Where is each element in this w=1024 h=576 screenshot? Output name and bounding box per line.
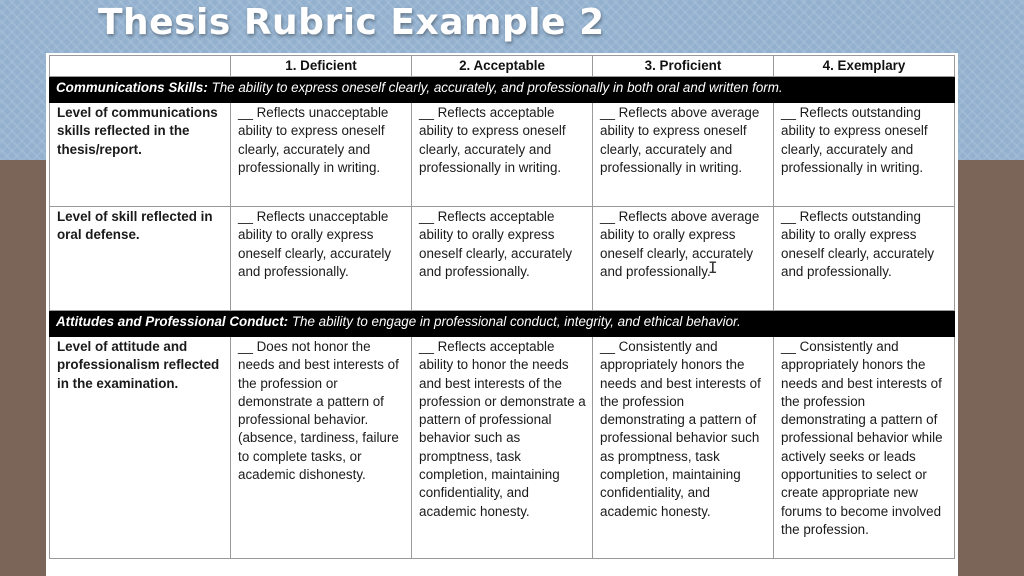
level-cell-acceptable[interactable]: __ Reflects acceptable ability to express oneself clearly, accurately and professionally in writing. <box>412 103 593 207</box>
section-heading: Attitudes and Professional Conduct: <box>56 314 289 329</box>
section-description: The ability to express oneself clearly, accurately, and professionally in both oral and written form. <box>211 80 783 95</box>
level-cell-deficient[interactable]: __ Reflects unacceptable ability to express oneself clearly, accurately and professionally in writing. <box>231 103 412 207</box>
header-row <box>50 56 955 77</box>
level-cell-deficient[interactable]: __ Does not honor the needs and best interests of the profession or demonstrate a pattern of professional behavior. (absence, tardiness, failure to complete tasks, or academic dishonesty. <box>231 337 412 559</box>
criterion-cell: Level of skill reflected in oral defense. <box>50 207 231 311</box>
table-row <box>50 103 955 207</box>
header-acceptable: 2. Acceptable <box>412 56 593 77</box>
rubric-table <box>49 55 955 559</box>
level-cell-exemplary[interactable]: __ Reflects outstanding ability to orally express oneself clearly, accurately and professionally. <box>774 207 955 311</box>
section-heading-cell <box>50 77 955 103</box>
section-attitudes-professional-conduct <box>50 311 955 337</box>
text-cursor-icon: I <box>708 258 718 277</box>
level-cell-deficient[interactable]: __ Reflects unacceptable ability to orally express oneself clearly, accurately and professionally. <box>231 207 412 311</box>
level-cell-exemplary[interactable]: __ Consistently and appropriately honors the needs and best interests of the profession demonstrating a pattern of professional behavior while actively seeks or leads opportunities to select or create appropriate new forums to become involved the profession. <box>774 337 955 559</box>
section-communications-skills <box>50 77 955 103</box>
header-criteria-cell <box>50 56 231 77</box>
section-heading-cell <box>50 311 955 337</box>
level-cell-exemplary[interactable]: __ Reflects outstanding ability to express oneself clearly, accurately and professionally in writing. <box>774 103 955 207</box>
level-cell-acceptable[interactable]: __ Reflects acceptable ability to orally express oneself clearly, accurately and professionally. <box>412 207 593 311</box>
criterion-cell: Level of communications skills reflected in the thesis/report. <box>50 103 231 207</box>
level-cell-proficient[interactable]: __ Consistently and appropriately honors the needs and best interests of the profession demonstrating a pattern of professional behavior such as promptness, task completion, maintaining confidentiality, and academic honesty. <box>593 337 774 559</box>
header-exemplary: 4. Exemplary <box>774 56 955 77</box>
header-proficient: 3. Proficient <box>593 56 774 77</box>
table-row <box>50 207 955 311</box>
rubric-sheet <box>46 53 958 576</box>
section-heading: Communications Skills: <box>56 80 208 95</box>
section-description: The ability to engage in professional conduct, integrity, and ethical behavior. <box>291 314 741 329</box>
level-cell-proficient[interactable]: __ Reflects above average ability to orally express oneself clearly, accurately and professionally. <box>593 207 774 311</box>
criterion-cell: Level of attitude and professionalism reflected in the examination. <box>50 337 231 559</box>
level-cell-proficient[interactable]: __ Reflects above average ability to express oneself clearly, accurately and professionally in writing. <box>593 103 774 207</box>
table-row <box>50 337 955 559</box>
slide-title: Thesis Rubric Example 2 <box>98 2 605 43</box>
header-deficient: 1. Deficient <box>231 56 412 77</box>
level-cell-acceptable[interactable]: __ Reflects acceptable ability to honor the needs and best interests of the profession or demonstrate a pattern of professional behavior such as promptness, task completion, maintaining confidentiality, and academic honesty. <box>412 337 593 559</box>
